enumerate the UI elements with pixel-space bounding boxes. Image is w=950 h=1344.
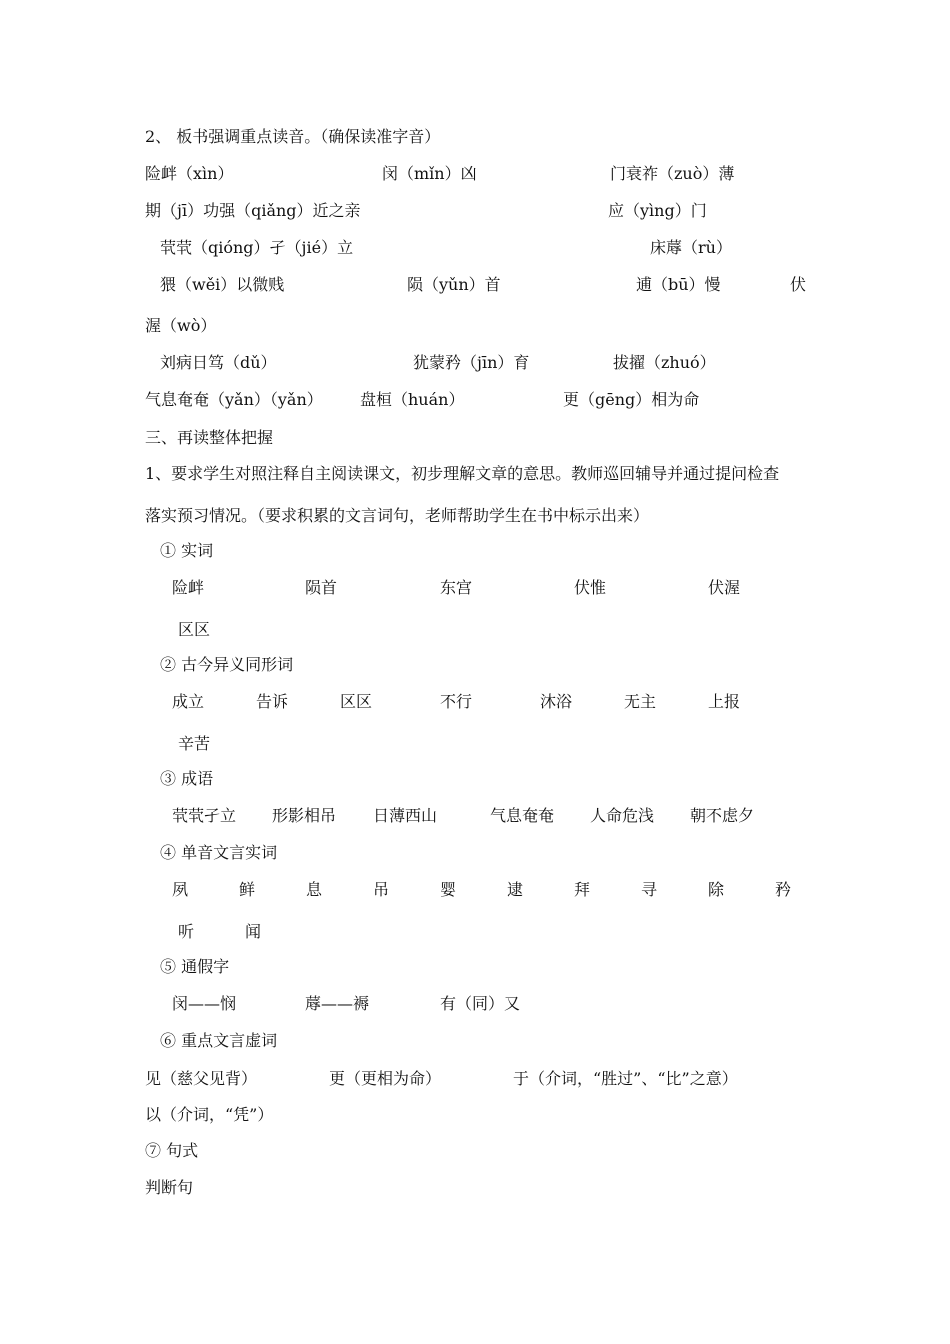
vocab-item: 闵——悯 (172, 994, 237, 1013)
group-title-ancient-modern: ② 古今异义同形词 (160, 655, 294, 674)
pron-item: 期（jī）功强（qiǎng）近之亲 (145, 201, 361, 220)
pron-item: 更（gēng）相为命 (563, 390, 700, 409)
vocab-item: 伏渥 (708, 578, 741, 597)
vocab-item: 矜 (775, 880, 792, 899)
vocab-item: 于（介词，“胜过”、“比”之意） (513, 1069, 738, 1088)
vocab-item: 告诉 (256, 692, 289, 711)
vocab-item: 伏惟 (574, 578, 607, 597)
vocab-item: 闻 (245, 922, 262, 941)
vocab-item: 险衅 (172, 578, 205, 597)
group-title-sentence-patterns: ⑦ 句式 (145, 1141, 199, 1160)
vocab-item: 除 (708, 880, 725, 899)
vocab-item: 朝不虑夕 (690, 806, 755, 825)
vocab-item: 上报 (708, 692, 741, 711)
vocab-item: 寻 (641, 880, 658, 899)
heading-board-pronunciation: 2、 板书强调重点读音。（确保读准字音） (145, 127, 441, 146)
vocab-item: 婴 (440, 880, 457, 899)
vocab-item: 有（同）又 (440, 994, 521, 1013)
vocab-item: 鲜 (239, 880, 256, 899)
pron-item: 逋（bū）慢 (636, 275, 721, 294)
group-title-function-words: ⑥ 重点文言虚词 (160, 1031, 278, 1050)
vocab-item: 更（更相为命） (329, 1069, 442, 1088)
vocab-item: 区区 (178, 620, 211, 639)
group-title-single-words: ④ 单音文言实词 (160, 843, 278, 862)
vocab-item: 沐浴 (540, 692, 573, 711)
pron-item: 茕茕（qióng）孑（jié）立 (160, 238, 354, 257)
pron-item: 气息奄奄（yǎn）（yǎn） (145, 390, 323, 409)
pron-item: 伏 (790, 275, 807, 294)
pron-item: 刘病日笃（dǔ） (160, 353, 277, 372)
vocab-item: 见（慈父见背） (145, 1069, 258, 1088)
vocab-item: 茕茕孑立 (172, 806, 237, 825)
vocab-item: 形影相吊 (272, 806, 337, 825)
group-title-loan-characters: ⑤ 通假字 (160, 957, 230, 976)
pron-item: 盘桓（huán） (360, 390, 465, 409)
pron-item: 犹蒙矜（jīn）育 (413, 353, 530, 372)
pron-item-wrap: 渥（wò） (145, 316, 217, 335)
vocab-item: 夙 (172, 880, 189, 899)
pron-item: 拔擢（zhuó） (613, 353, 716, 372)
pron-item: 险衅（xìn） (145, 164, 234, 183)
pron-item: 猥（wěi）以微贱 (160, 275, 285, 294)
pron-item: 陨（yǔn）首 (407, 275, 501, 294)
vocab-item: 日薄西山 (373, 806, 438, 825)
vocab-item: 无主 (624, 692, 657, 711)
paragraph-line: 1、要求学生对照注释自主阅读课文，初步理解文章的意思。教师巡回辅导并通过提问检查 (145, 464, 780, 483)
vocab-item: 逮 (507, 880, 524, 899)
paragraph-line: 落实预习情况。（要求积累的文言词句，老师帮助学生在书中标示出来） (145, 506, 650, 525)
vocab-item: 拜 (574, 880, 591, 899)
vocab-item: 息 (306, 880, 323, 899)
group-title-content-words: ① 实词 (160, 541, 214, 560)
vocab-item: 不行 (440, 692, 473, 711)
vocab-item: 气息奄奄 (490, 806, 555, 825)
section-heading: 三、再读整体把握 (145, 428, 274, 447)
vocab-item: 区区 (340, 692, 373, 711)
group-title-idioms: ③ 成语 (160, 769, 214, 788)
vocab-item: 判断句 (145, 1178, 194, 1197)
vocab-item: 以（介词，“凭”） (145, 1105, 274, 1124)
pron-item: 门衰祚（zuò）薄 (610, 164, 735, 183)
vocab-item: 成立 (172, 692, 205, 711)
vocab-item: 人命危浅 (590, 806, 655, 825)
vocab-item: 辛苦 (178, 734, 211, 753)
vocab-item: 蓐——褥 (305, 994, 370, 1013)
pron-item: 闵（mǐn）凶 (382, 164, 477, 183)
pron-item: 应（yìng）门 (608, 201, 707, 220)
pron-item: 床蓐（rù） (650, 238, 732, 257)
vocab-item: 东宫 (440, 578, 473, 597)
vocab-item: 吊 (373, 880, 390, 899)
vocab-item: 听 (178, 922, 195, 941)
vocab-item: 陨首 (305, 578, 338, 597)
